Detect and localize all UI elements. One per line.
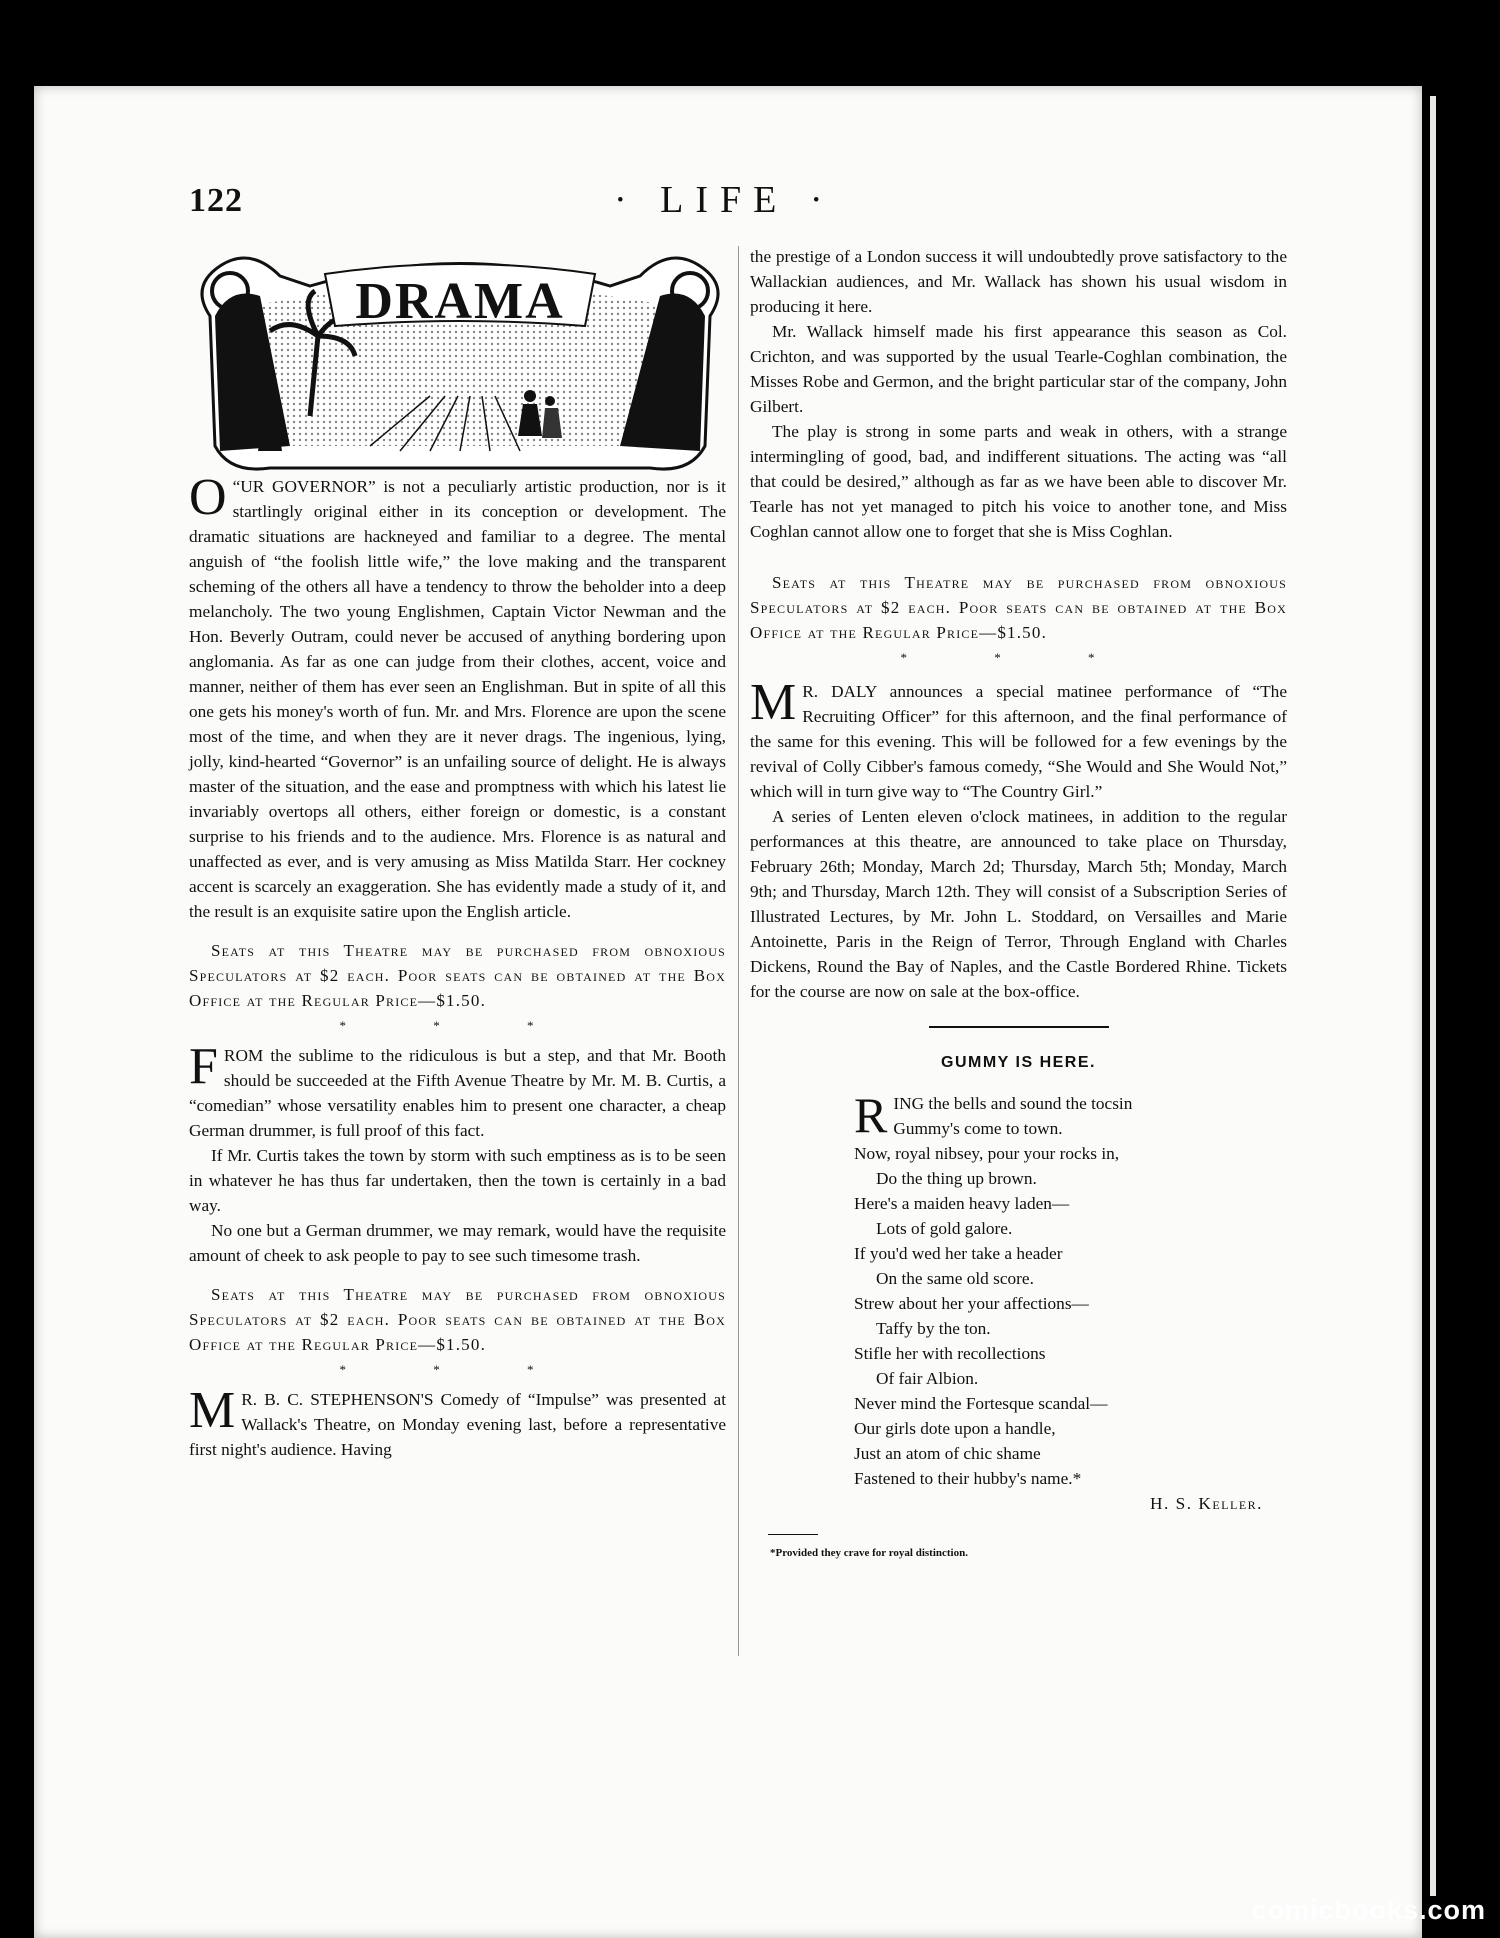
poem-line: Here's a maiden heavy laden— bbox=[854, 1194, 1070, 1213]
daly-announcement bbox=[750, 674, 1287, 804]
poem-line: Our girls dote upon a handle, bbox=[854, 1419, 1056, 1438]
curtis-review bbox=[189, 1038, 726, 1143]
divider-rule bbox=[929, 1026, 1109, 1028]
poem-line: Stifle her with recollections bbox=[854, 1344, 1046, 1363]
poem-line-text: ING the bells and sound the tocsin bbox=[893, 1094, 1133, 1113]
page-number: 122 bbox=[189, 182, 243, 219]
paragraph: No one but a German drummer, we may remark, would have the requisite amount of cheek to ask people to pay to see such timesome trash. bbox=[189, 1221, 726, 1265]
footnote-rule bbox=[768, 1534, 818, 1535]
top-black-band bbox=[0, 0, 1500, 86]
paragraph-text: ROM the sublime to the ridiculous is but a step, and that Mr. Booth should be succeeded at the Fifth Avenue Theatre by Mr. M. B. Curtis, a “comedian” whose versatility enables him to present one character, a cheap German drummer, is full proof of this fact. bbox=[189, 1046, 726, 1140]
paragraph-text: R. B. C. STEPHENSON'S Comedy of “Impulse” was presented at Wallack's Theatre, on Monday evening last, before a representative first night's audience. Having bbox=[189, 1390, 726, 1459]
drop-cap: O bbox=[189, 469, 227, 526]
governor-review bbox=[189, 469, 726, 924]
footnote: *Provided they crave for royal distinction. bbox=[770, 1547, 968, 1559]
poem-line: Do the thing up brown. bbox=[876, 1169, 1037, 1188]
poem-line: Taffy by the ton. bbox=[876, 1319, 991, 1338]
drop-cap: M bbox=[750, 674, 797, 731]
section-separator: * * * bbox=[339, 1362, 576, 1377]
paragraph: The play is strong in some parts and weak in others, with a strange intermingling of good, bad, and indifferent situations. The acting was “all that could be desired,” although as far as we have been able to discover Mr. Tearle has not yet managed to pitch his voice to another tone, and Miss Coghlan cannot allow one to forget that she is Miss Coghlan. bbox=[750, 422, 1287, 541]
poem-author: H. S. Keller. bbox=[1150, 1494, 1263, 1513]
left-column bbox=[189, 469, 726, 1462]
next-page-edge bbox=[1430, 96, 1436, 1896]
paragraph: the prestige of a London success it will undoubtedly prove satisfactory to the Wallackian audiences, and Mr. Wallack has shown his usual wisdom in producing it here. bbox=[750, 247, 1287, 316]
poem-line: Of fair Albion. bbox=[876, 1369, 979, 1388]
poem-line: Never mind the Fortesque scandal— bbox=[854, 1394, 1108, 1413]
poem-title: GUMMY IS HERE. bbox=[941, 1054, 1096, 1071]
seats-notice: Seats at this Theatre may be purchased from obnoxious Speculators at $2 each. Poor seats can be obtained at the Box Office at the Regular Price—$1.50. bbox=[750, 573, 1287, 642]
poem-line: Just an atom of chic shame bbox=[854, 1444, 1041, 1463]
section-separator: * * * bbox=[900, 650, 1137, 665]
seats-notice: Seats at this Theatre may be purchased from obnoxious Speculators at $2 each. Poor seats can be obtained at the Box Office at the Regular Price—$1.50. bbox=[189, 1285, 726, 1354]
poem bbox=[854, 1087, 1287, 1491]
poem-line: Fastened to their hubby's name.* bbox=[854, 1469, 1082, 1488]
poem-line: Gummy's come to town. bbox=[893, 1119, 1063, 1138]
column-divider bbox=[738, 246, 739, 1656]
drop-cap: R bbox=[854, 1087, 888, 1143]
impulse-review bbox=[189, 1382, 726, 1462]
right-column bbox=[750, 244, 1287, 1566]
opening-quote: “ bbox=[232, 477, 241, 496]
drop-cap: F bbox=[189, 1038, 218, 1095]
section-separator: * * * bbox=[339, 1018, 576, 1033]
paragraph-text: R. DALY announces a special matinee performance of “The Recruiting Officer” for this afternoon, and the final performance of the same for this evening. This will be followed for a few evenings by the revival of Colly Cibber's famous comedy, “She Would and She Would Not,” which will in turn give way to “The Country Girl.” bbox=[750, 682, 1287, 801]
poem-line: If you'd wed her take a header bbox=[854, 1244, 1063, 1263]
paragraph-text: UR GOVERNOR” is not a peculiarly artistic production, nor is it startlingly original either in its conception or development. The dramatic situations are hackneyed and familiar to a degree. The mental anguish of “the foolish little wife,” the love making and the transparent scheming of the others all have a tendency to throw the beholder into a deep melancholy. The two young Englishmen, Captain Victor Newman and the Hon. Beverly Outram, could never be accused of anything bordering upon anglomania. As far as one can judge from their clothes, accent, voice and manner, neither of them has ever seen an Englishman. But in spite of all this one gets his money's worth of fun. Mr. and Mrs. Florence are upon the scene most of the time, and when they are it never drags. The ingenious, lying, jolly, kind-hearted “Governor” is an unfailing source of delight. He is always master of the situation, and the ease and promptness with which his latest lie invariably overtops all others, either foreign or domestic, is a constant surprise to his friends and to the audience. Mrs. Florence is as natural and unaffected as ever, and is very amusing as Miss Matilda Starr. Her cockney accent is scarcely an exaggeration. She has evidently made a study of it, and the result is an exquisite satire upon the English article. bbox=[189, 477, 726, 921]
paragraph: Mr. Wallack himself made his first appearance this season as Col. Crichton, and was supported by the usual Tearle-Coghlan combination, the Misses Robe and Germon, and the bright particular star of the company, John Gilbert. bbox=[750, 322, 1287, 416]
poem-line: On the same old score. bbox=[876, 1269, 1034, 1288]
poem-line: Now, royal nibsey, pour your rocks in, bbox=[854, 1144, 1120, 1163]
drop-cap: M bbox=[189, 1382, 236, 1439]
masthead-title: · LIFE · bbox=[614, 179, 835, 221]
paragraph: If Mr. Curtis takes the town by storm with such emptiness as is to be seen in whatever he has thus far undertaken, then the town is certainly in a bad way. bbox=[189, 1146, 726, 1215]
poem-line: Lots of gold galore. bbox=[876, 1219, 1013, 1238]
banner-title: DRAMA bbox=[355, 273, 565, 330]
seats-notice: Seats at this Theatre may be purchased from obnoxious Speculators at $2 each. Poor seats can be obtained at the Box Office at the Regular Price—$1.50. bbox=[189, 941, 726, 1010]
poem-line: Strew about her your affections— bbox=[854, 1294, 1089, 1313]
drama-banner-illustration bbox=[190, 246, 728, 474]
paragraph: A series of Lenten eleven o'clock matinees, in addition to the regular performances at this theatre, are announced to take place on Thursday, February 26th; Monday, March 2d; Thursday, March 5th; Monday, March 9th; and Thursday, March 12th. They will consist of a Subscription Series of Illustrated Lectures, by Mr. John L. Stoddard, on Versailles and Marie Antoinette, Paris in the Reign of Terror, Through England with Charles Dickens, Round the Bay of Naples, and the Castle Bordered Rhine. Tickets for the course are now on sale at the box-office. bbox=[750, 807, 1287, 1001]
site-watermark: comicbooks.com bbox=[1251, 1895, 1486, 1925]
